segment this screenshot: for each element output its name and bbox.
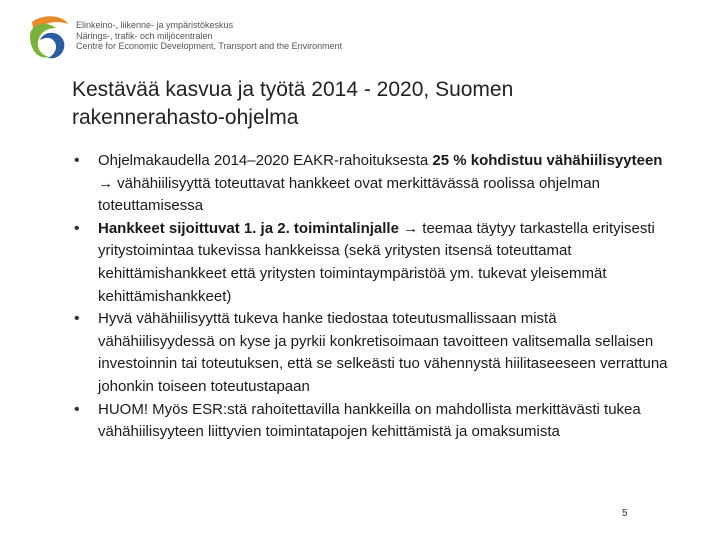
logo-blue-shape <box>40 33 64 59</box>
bullet-item <box>74 218 674 308</box>
bullet-item <box>74 399 674 444</box>
bullet-marker: • <box>74 400 80 418</box>
bullet-text: → teemaa täytyy tarkastella erityisesti yritystoimintaa tukevissa hankkeissa (sekä yritysten itsensä toteuttamat kehittämishankkeet että yritysten toimintaympäristöä ym. tukevat yleisemmät kehittämishankkeet) <box>98 219 655 305</box>
bullet-text: HUOM! Myös ESR:stä rahoitettavilla hankkeilla on mahdollista merkittävästi tukea vähähiilisyyteen liittyvien toimintatapojen kehittämistä ja omaksumista <box>98 400 641 441</box>
bullet-bold-text: Hankkeet sijoittuvat 1. ja 2. toimintalinjalle <box>98 219 399 237</box>
bullet-item <box>74 150 674 218</box>
bullet-marker: • <box>74 310 80 328</box>
organization-name <box>76 20 342 52</box>
bullet-marker: • <box>74 219 80 237</box>
page-number: 5 <box>622 508 628 519</box>
bullet-list <box>74 150 674 444</box>
bullet-item <box>74 308 674 398</box>
org-line-en: Centre for Economic Development, Transport and the Environment <box>76 41 343 51</box>
bullet-marker: • <box>74 152 80 169</box>
org-line-fi: Elinkeino-, liikenne- ja ympäristökeskus <box>76 20 234 30</box>
org-line-sv: Närings-, trafik- och miljöcentralen <box>76 30 213 41</box>
ely-logo-icon <box>26 14 72 64</box>
bullet-text: Hyvä vähähiilisyyttä tukeva hanke tiedostaa toteutusmallissaan mistä vähähiilisyydessä on kyse ja pyrkii konkretisoimaan tavoitteen valitsemalla sellaisen investoinnin tai toteutuksen, että se selkeästi tuo vähennystä hiilitaseeseen verrattuna johonkin toiseen toteutustapaan <box>98 310 668 395</box>
bullet-text: Ohjelmakaudella 2014–2020 EAKR-rahoituksesta <box>98 152 433 169</box>
logo-green-shape <box>30 24 56 58</box>
bullet-bold-text: 25 % kohdistuu vähähiilisyyteen <box>432 152 663 169</box>
slide-title: Kestävää kasvua ja työtä 2014 - 2020, Suomen rakennerahasto-ohjelma <box>72 78 514 129</box>
bullet-text: → vähähiilisyyttä toteuttavat hankkeet ovat merkittävässä roolissa ohjelman toteuttamisessa <box>98 174 600 215</box>
